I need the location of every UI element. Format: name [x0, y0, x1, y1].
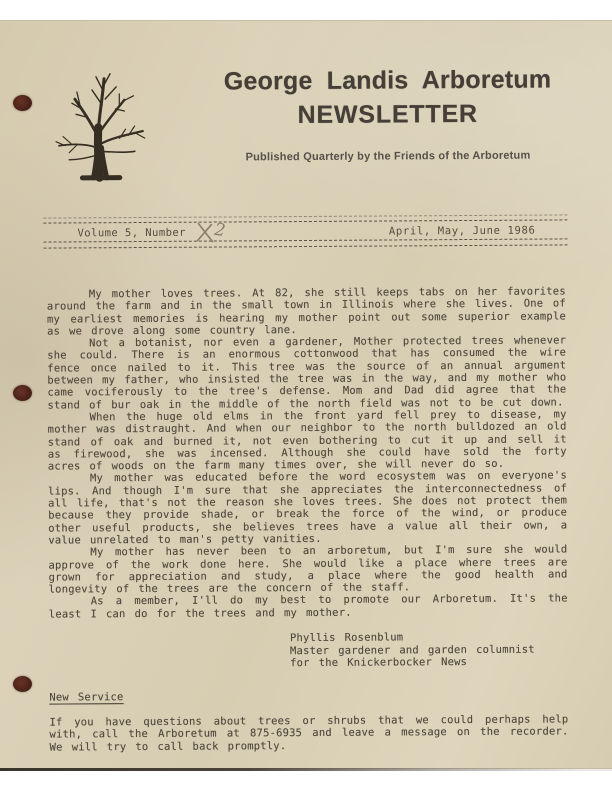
volume-label: Volume 5, Number — [77, 226, 186, 240]
masthead — [204, 65, 571, 163]
paragraph: Not a botanist, nor even a gardener, Mother protected trees whenever she could. There is an enormous cottonwood that has consumed the wire fence once nailed to it. This tree was the source of an annual argument between my father, who insisted the tree was in the way, and my mother who came vociferously to the tree's defense. Mom and Dad did agree that the stand of bur oak in the middle of the north field was not to be cut down. — [47, 334, 567, 412]
signature-name: Phyllis Rosenblum — [289, 631, 404, 645]
dashed-rule-top-faint — [43, 214, 567, 218]
article-body — [47, 285, 569, 753]
handwritten-number: 2 — [213, 219, 228, 242]
volume-number — [77, 219, 228, 242]
paragraph: My mother loves trees. At 82, she still keeps tabs on her favorites around the farm and in the small town in Illinois where she lives. One of my earliest memories is hearing my mother point out some superior example as we drove along some country lane. — [46, 285, 567, 338]
paragraph: When the huge old elms in the front yard fell prey to disease, my mother was distraught. And when our neighbor to the north bulldozed an old stand of oak and burned it, not even bothering to cut it up and sell it as firewood, she was incensed. Although she could have sold the forty acres of woods on the farm many times over, she will never do so. — [47, 408, 567, 473]
scan-content — [0, 19, 612, 771]
handwritten-correction — [199, 219, 228, 242]
paragraph: As a member, I'll do my best to promote our Arboretum. It's the least I can do for the trees and my mother. — [48, 592, 568, 621]
signature-title: Master gardener and garden columnist — [289, 643, 535, 657]
bare-tree-icon — [48, 62, 155, 185]
signature-block — [290, 630, 568, 669]
paragraph: My mother has never been to an arboretum, but I'm sure she would approve of the work done here. She would like a place where trees are grown for appreciation and study, a place where the good health and longevity of the trees are the concern of the staff. — [48, 543, 568, 596]
dashed-rule-bottom-2 — [44, 244, 568, 248]
paper-sheet — [0, 20, 612, 769]
strikeout-x-mark-icon — [196, 220, 216, 244]
issue-date: April, May, June 1986 — [388, 224, 536, 238]
publication-title: George Landis Arboretum — [223, 65, 552, 96]
signature-affiliation: for the Knickerbocker News — [290, 656, 468, 670]
paper-bottom-edge — [0, 768, 612, 771]
new-service-body: If you have questions about trees or shrubs that we could perhaps help with, call the Arboretum at 875-6935 and leave a message on the recorder. We will try to call back promptly. — [49, 713, 569, 754]
issue-bar — [43, 214, 567, 248]
section-heading-new-service: New Service — [49, 690, 124, 704]
paragraph: My mother was educated before the word ecosystem was on everyone's lips. And though I'm sure that she appreciates the interconnectedness of all life, that's not the reason she loves trees. She does not protect them because they provide shade, or break the force of the wind, or produce other useful products, she believes trees have a value all their own, a value unrelated to man's petty vanities. — [48, 469, 568, 547]
newsletter-title: NEWSLETTER — [297, 99, 478, 130]
publication-tagline: Published Quarterly by the Friends of the Arboretum — [245, 149, 531, 164]
